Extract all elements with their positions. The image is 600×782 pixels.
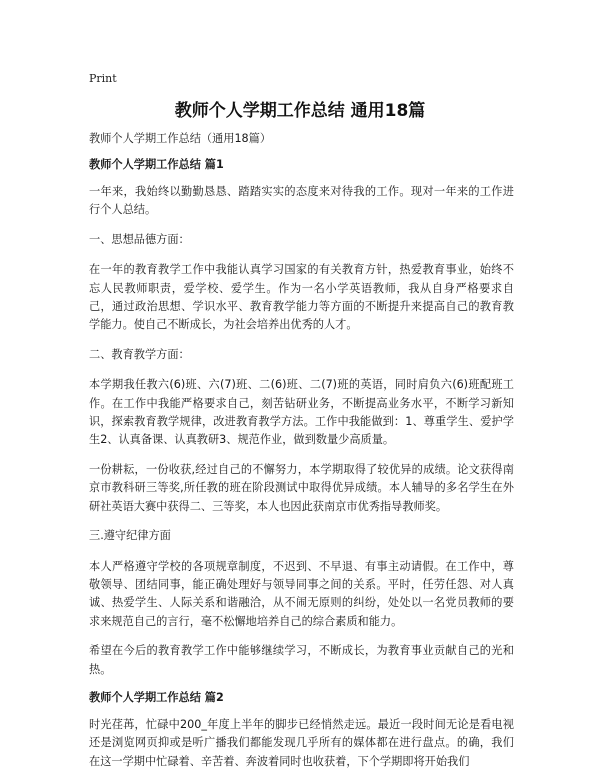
article-1-paragraph: 一年来，我始终以勤勤恳恳、踏踏实实的态度来对待我的工作。现对一年来的工作进行个人总结。 bbox=[89, 185, 514, 217]
article-1-paragraph: 本学期我任教六(6)班、六(7)班、二(6)班、二(7)班的英语，同时肩负六(6)班配班工作。在工作中我能严格要求自己，刻苦钻研业务，不断提高业务水平，不断学习新知识，探索教育教学规律，改进教育教学方法。工作中我能做到：1、尊重学生、爱护学生2、认真备课、认真教研3、规范作业，做到数量少高质量。 bbox=[89, 378, 514, 447]
article-1-paragraph: 一份耕耘，一份收获,经过自己的不懈努力，本学期取得了较优异的成绩。论文获得南京市教科研三等奖,所任教的班在阶段测试中取得优异成绩。本人辅导的多名学生在外研社英语大赛中获得二、三等奖，本人也因此获南京市优秀指导教师奖。 bbox=[89, 462, 514, 513]
article-1-section-heading: 二、教育教学方面： bbox=[89, 347, 190, 361]
print-label: Print bbox=[89, 72, 117, 85]
page-title: 教师个人学期工作总结 通用18篇 bbox=[174, 101, 426, 121]
article-2-heading: 教师个人学期工作总结 篇2 bbox=[89, 690, 224, 704]
article-1-section-heading: 三.遵守纪律方面 bbox=[89, 529, 171, 543]
article-1-paragraph: 希望在今后的教育教学工作中能够继续学习，不断成长，为教育事业贡献自己的光和热。 bbox=[89, 644, 514, 676]
article-1-paragraph: 在一年的教育教学工作中我能认真学习国家的有关教育方针，热爱教育事业，始终不忘人民教师职责，爱学校、爱学生。作为一名小学英语教师，我从自身严格要求自己，通过政治思想、学识水平、教育教学能力等方面的不断提升来提高自己的教育教学能力。使自己不断成长，为社会培养出优秀的人才。 bbox=[89, 263, 514, 332]
article-1-section-heading: 一、思想品德方面： bbox=[89, 232, 190, 246]
document-body bbox=[89, 131, 514, 782]
article-1-heading: 教师个人学期工作总结 篇1 bbox=[89, 158, 224, 171]
document-subtitle: 教师个人学期工作总结（通用18篇） bbox=[89, 132, 272, 145]
article-2-paragraph: 时光荏苒，忙碌中200_年度上半年的脚步已经悄然走远。最近一段时间无论是看电视还是浏览网页抑或是听广播我们都能发现几乎所有的媒体都在进行盘点。的确，我们在这一学期中忙碌着、辛苦着、奔波着同时也收获着，下个学期即将开始我们 bbox=[89, 717, 514, 768]
article-1-paragraph: 本人严格遵守学校的各项规章制度，不迟到、不早退、有事主动请假。在工作中，尊敬领导、团结同事，能正确处理好与领导同事之间的关系。平时，任劳任怨、对人真诚、热爱学生、人际关系和谐融洽，从不闹无原则的纠纷，处处以一名党员教师的要求来规范自己的言行，毫不松懈地培养自己的综合素质和能力。 bbox=[89, 559, 514, 628]
